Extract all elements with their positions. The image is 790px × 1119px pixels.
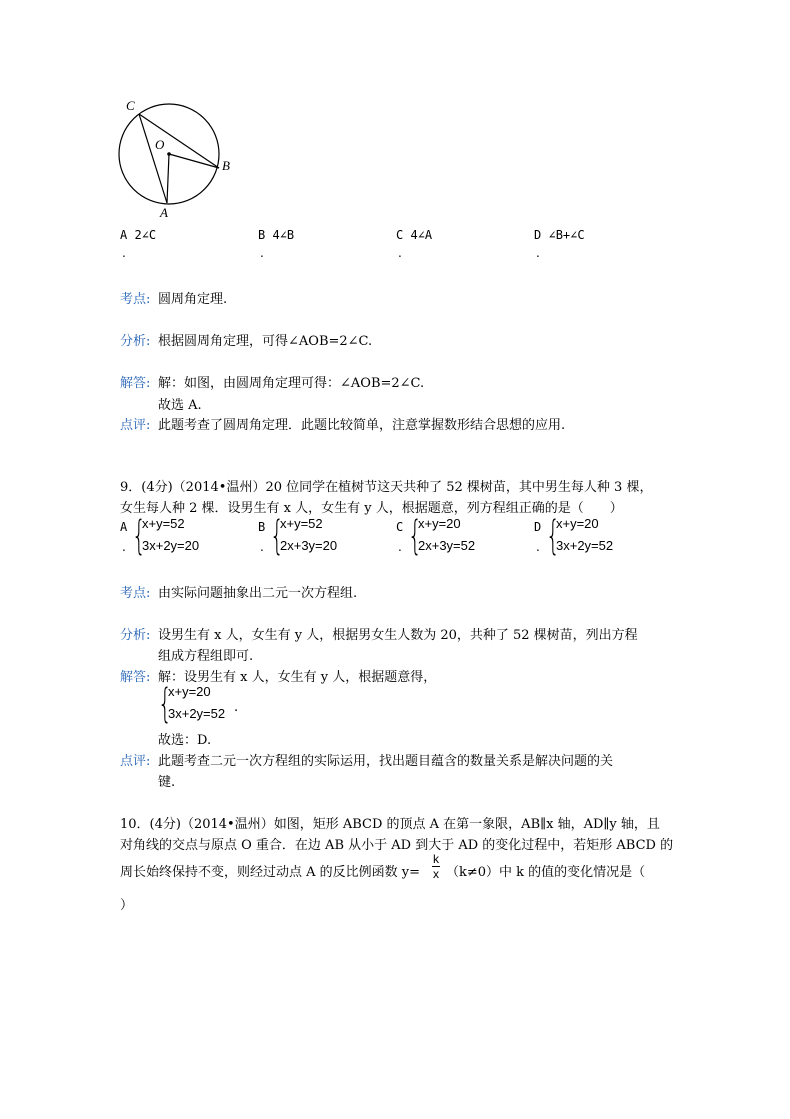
q10-fraction-denominator: x [433,867,439,881]
q8-kaodian-label: 考点: [120,292,151,307]
q9-dianping-line2: 键. [158,775,176,790]
brace-icon: { [270,513,284,559]
q10-fraction-numerator: k [433,852,439,866]
q9-stem-line1: 9．(4分)（2014•温州）20 位同学在植树节这天共种了 52 棵树苗，其中男生每人种 3 棵， [120,480,653,495]
q8-option-c-dot: . [398,246,402,260]
q9-option-d-system: { x+y=20 3x+2y=52 [546,513,614,559]
q9-jieda-eq-end: . [234,700,239,715]
q9-jieda-label: 解答: [120,670,151,685]
q9-jieda-line1: 解：设男生有 x 人，女生有 y 人，根据题意得， [158,670,437,685]
q8-fenxi-text: 根据圆周角定理，可得∠AOB=2∠C. [158,334,373,349]
circle-figure [112,96,242,222]
q10-stem-line3-pre: 周长始终保持不变，则经过动点 A 的反比例函数 y= [120,865,421,880]
q10-stem-line2: 对角线的交点与原点 O 重合．在边 AB 从小于 AD 到大于 AD 的变化过程中，若矩形 ABCD 的 [120,838,674,853]
q8-jieda-line2: 故选 A. [158,398,202,413]
q8-option-b-dot: . [260,246,264,260]
q8-dianping-label: 点评: [120,418,151,433]
q9-jieda-line3: 故选：D. [158,733,212,748]
label-c: C [126,98,135,113]
q9-stem-line2: 女生每人种 2 棵．设男生有 x 人，女生有 y 人，根据题意，列方程组正确的是（ ） [120,501,623,516]
brace-icon: { [546,513,560,559]
label-o: O [155,137,165,152]
q9-option-b-letter: B [258,520,266,534]
radius-oa [167,154,169,203]
q8-option-c: C 4∠A [396,228,433,242]
center-point [167,152,171,156]
label-b: B [222,158,230,173]
brace-icon: { [132,513,146,559]
q9-option-b-system: { x+y=52 2x+3y=20 [270,513,338,559]
q9-option-a-dot: . [122,540,126,554]
chord-ca [139,114,167,203]
q9-option-a-letter: A [120,520,128,534]
q10-stem-line1: 10．(4分)（2014•温州）如图，矩形 ABCD 的顶点 A 在第一象限，AB∥x 轴，AD∥y 轴，且 [120,817,660,832]
q9-fenxi-line1: 设男生有 x 人，女生有 y 人，根据男女生人数为 20，共种了 52 棵树苗，列出方程 [158,628,638,643]
q9-jieda-system: { x+y=20 3x+2y=52 [158,681,226,727]
q9-option-b-dot: . [260,540,264,554]
q9-kaodian-label: 考点: [120,586,151,601]
q8-option-b: B 4∠B [258,228,295,242]
q8-option-d-dot: . [536,246,540,260]
q8-jieda-label: 解答: [120,376,151,391]
brace-icon: { [158,681,172,727]
q9-fenxi-line2: 组成方程组即可. [158,649,254,664]
q10-stem-line4: ） [120,898,134,913]
q8-option-d: D ∠B+∠C [534,228,585,242]
q9-dianping-line1: 此题考查二元一次方程组的实际运用，找出题目蕴含的数量关系是解决问题的关 [158,754,614,769]
q9-option-a-system: { x+y=52 3x+2y=20 [132,513,200,559]
q9-dianping-label: 点评: [120,754,151,769]
q8-fenxi-label: 分析: [120,334,151,349]
q9-kaodian-text: 由实际问题抽象出二元一次方程组. [158,586,358,601]
q8-dianping-text: 此题考查了圆周角定理．此题比较简单，注意掌握数形结合思想的应用. [158,418,566,433]
q8-option-a-dot: . [122,246,126,260]
q8-kaodian-text: 圆周角定理. [158,292,228,307]
label-a: A [160,205,168,220]
q9-option-c-letter: C [396,520,404,534]
q9-option-c-dot: . [398,540,402,554]
radius-ob [169,154,219,168]
q9-option-d-letter: D [534,520,542,534]
q9-option-d-dot: . [536,540,540,554]
q10-stem-line3-post: （k≠0）中 k 的值的变化情况是（ [446,865,646,880]
q9-option-c-system: { x+y=20 2x+3y=52 [408,513,476,559]
q8-jieda-line1: 解：如图，由圆周角定理可得：∠AOB=2∠C. [158,376,425,391]
q8-option-a: A 2∠C [120,228,157,242]
q9-fenxi-label: 分析: [120,628,151,643]
brace-icon: { [408,513,422,559]
q10-fraction [432,852,440,881]
